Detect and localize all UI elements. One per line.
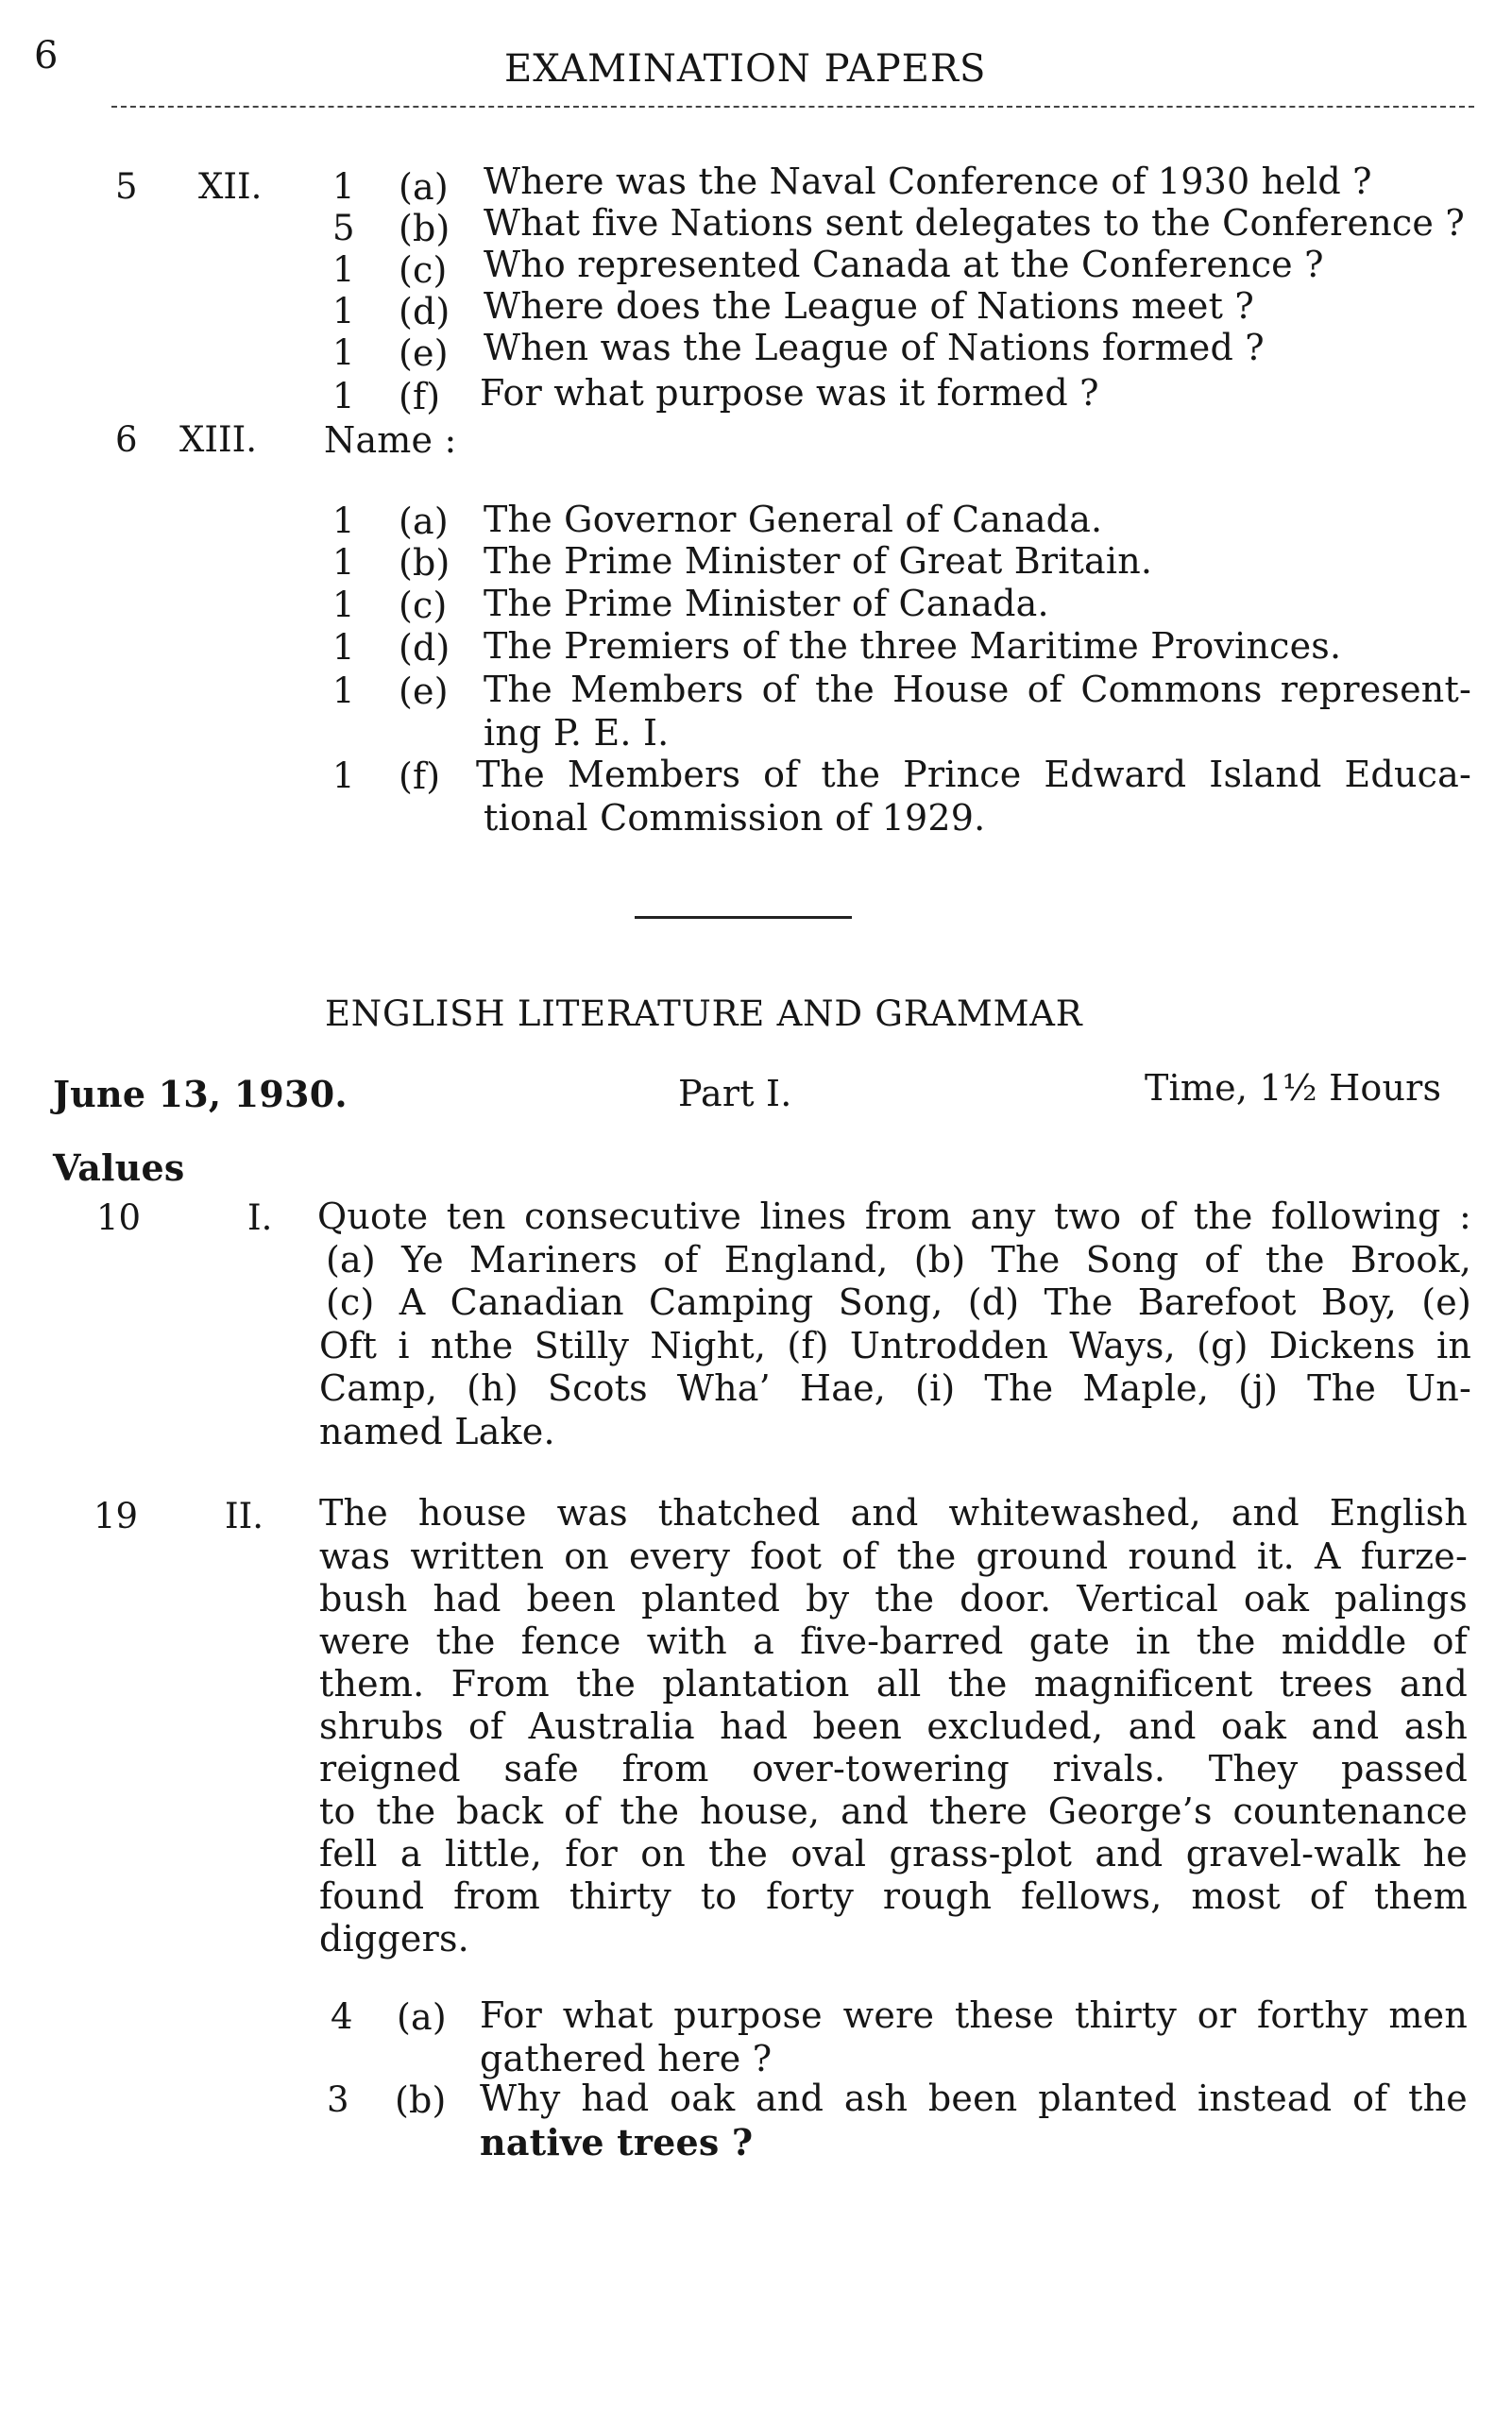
question-numeral: XIII. — [179, 419, 257, 460]
part-label: (a) — [399, 500, 449, 542]
part-label: (d) — [399, 627, 450, 669]
part-label: (a) — [399, 166, 449, 208]
exam-part: Part I. — [678, 1073, 792, 1114]
part-label: (f) — [399, 376, 441, 417]
passage-line: fell a little, for on the oval grass-plot and gravel-walk he — [319, 1833, 1468, 1875]
part-text: Where does the League of Nations meet ? — [484, 285, 1254, 327]
part-marks: 1 — [332, 670, 355, 711]
question-text-line: Oft i nthe Stilly Night, (f) Untrodden Ways, (g) Dickens in — [319, 1325, 1471, 1366]
exam-time: Time, 1½ Hours — [1145, 1067, 1442, 1109]
part-text-line: native trees ? — [480, 2121, 754, 2163]
question-text-line: named Lake. — [319, 1411, 555, 1452]
part-marks: 1 — [332, 249, 355, 290]
part-label: (d) — [399, 291, 450, 332]
section-separator — [635, 916, 852, 919]
part-label: (e) — [399, 332, 449, 374]
part-label: (c) — [399, 249, 448, 291]
part-marks: 4 — [331, 1996, 353, 2037]
part-marks: 5 — [332, 208, 355, 248]
part-text-line: For what purpose were these thirty or forthy men — [480, 1994, 1468, 2036]
question-value: 6 — [115, 419, 138, 460]
part-text-line: ing P. E. I. — [484, 712, 670, 754]
question-value: 10 — [96, 1197, 142, 1238]
part-text-line: tional Commission of 1929. — [484, 797, 986, 839]
part-label: (f) — [399, 755, 441, 797]
question-text-line: Quote ten consecutive lines from any two of the following : — [317, 1196, 1471, 1237]
passage-line: shrubs of Australia had been excluded, and oak and ash — [319, 1705, 1468, 1747]
part-label: (a) — [397, 1996, 447, 2038]
question-text-line: (a) Ye Mariners of England, (b) The Song of the Brook, — [326, 1239, 1471, 1281]
passage-line: diggers. — [319, 1918, 469, 1959]
part-label: (b) — [399, 208, 450, 249]
part-marks: 1 — [332, 585, 355, 625]
passage-line: bush had been planted by the door. Vertical oak palings — [319, 1578, 1468, 1620]
part-text: Who represented Canada at the Conference ? — [484, 244, 1324, 285]
question-intro: Name : — [324, 419, 457, 461]
question-value: 5 — [115, 166, 138, 207]
part-text-line: gathered here ? — [480, 2038, 773, 2079]
part-text-line: Why had oak and ash been planted instead of the — [480, 2078, 1468, 2119]
page-number: 6 — [34, 34, 59, 77]
question-text-line: Camp, (h) Scots Wha’ Hae, (i) The Maple, (j) The Un- — [319, 1367, 1471, 1409]
part-text-line: The Members of the Prince Edward Island Educa- — [476, 754, 1471, 795]
part-label: (c) — [399, 585, 448, 626]
part-marks: 3 — [327, 2079, 349, 2120]
part-text: The Governor General of Canada. — [484, 499, 1103, 540]
part-marks: 1 — [332, 376, 355, 416]
passage-line: reigned safe from over-towering rivals. They passed — [319, 1748, 1468, 1790]
part-label: (e) — [399, 670, 449, 712]
part-text: The Premiers of the three Maritime Provinces. — [484, 625, 1342, 667]
question-numeral: I. — [247, 1197, 273, 1238]
part-label: (b) — [399, 542, 450, 584]
passage-line: found from thirty to forty rough fellows, most of them — [319, 1875, 1468, 1917]
passage-line: The house was thatched and whitewashed, and English — [319, 1492, 1468, 1534]
part-marks: 1 — [332, 755, 355, 796]
part-marks: 1 — [332, 291, 355, 331]
part-text: When was the League of Nations formed ? — [484, 327, 1265, 368]
part-text: What five Nations sent delegates to the Conference ? — [484, 202, 1465, 244]
part-text: The Prime Minister of Canada. — [484, 583, 1049, 624]
question-numeral: II. — [225, 1496, 263, 1536]
question-text-line: (c) A Canadian Camping Song, (d) The Barefoot Boy, (e) — [326, 1281, 1471, 1323]
part-label: (b) — [395, 2079, 447, 2121]
passage-line: was written on every foot of the ground round it. A furze- — [319, 1535, 1468, 1577]
part-marks: 1 — [332, 500, 355, 541]
part-text: The Prime Minister of Great Britain. — [484, 540, 1153, 582]
part-marks: 1 — [332, 332, 355, 373]
part-text-line: The Members of the House of Commons represent- — [484, 669, 1471, 710]
part-marks: 1 — [332, 627, 355, 668]
passage-line: were the fence with a five-barred gate in the middle of — [319, 1620, 1468, 1662]
passage-line: to the back of the house, and there George’s countenance — [319, 1790, 1468, 1832]
part-marks: 1 — [332, 542, 355, 583]
question-numeral: XII. — [198, 166, 263, 207]
exam-date: June 13, 1930. — [53, 1073, 348, 1115]
part-text: Where was the Naval Conference of 1930 held ? — [484, 161, 1372, 202]
question-value: 19 — [93, 1496, 139, 1536]
section-title: ENGLISH LITERATURE AND GRAMMAR — [325, 993, 1083, 1034]
part-marks: 1 — [332, 166, 355, 207]
running-title: EXAMINATION PAPERS — [504, 47, 987, 91]
part-text: For what purpose was it formed ? — [480, 372, 1099, 414]
passage-line: them. From the plantation all the magnificent trees and — [319, 1663, 1468, 1705]
values-heading: Values — [53, 1146, 185, 1189]
header-rule — [111, 106, 1474, 108]
